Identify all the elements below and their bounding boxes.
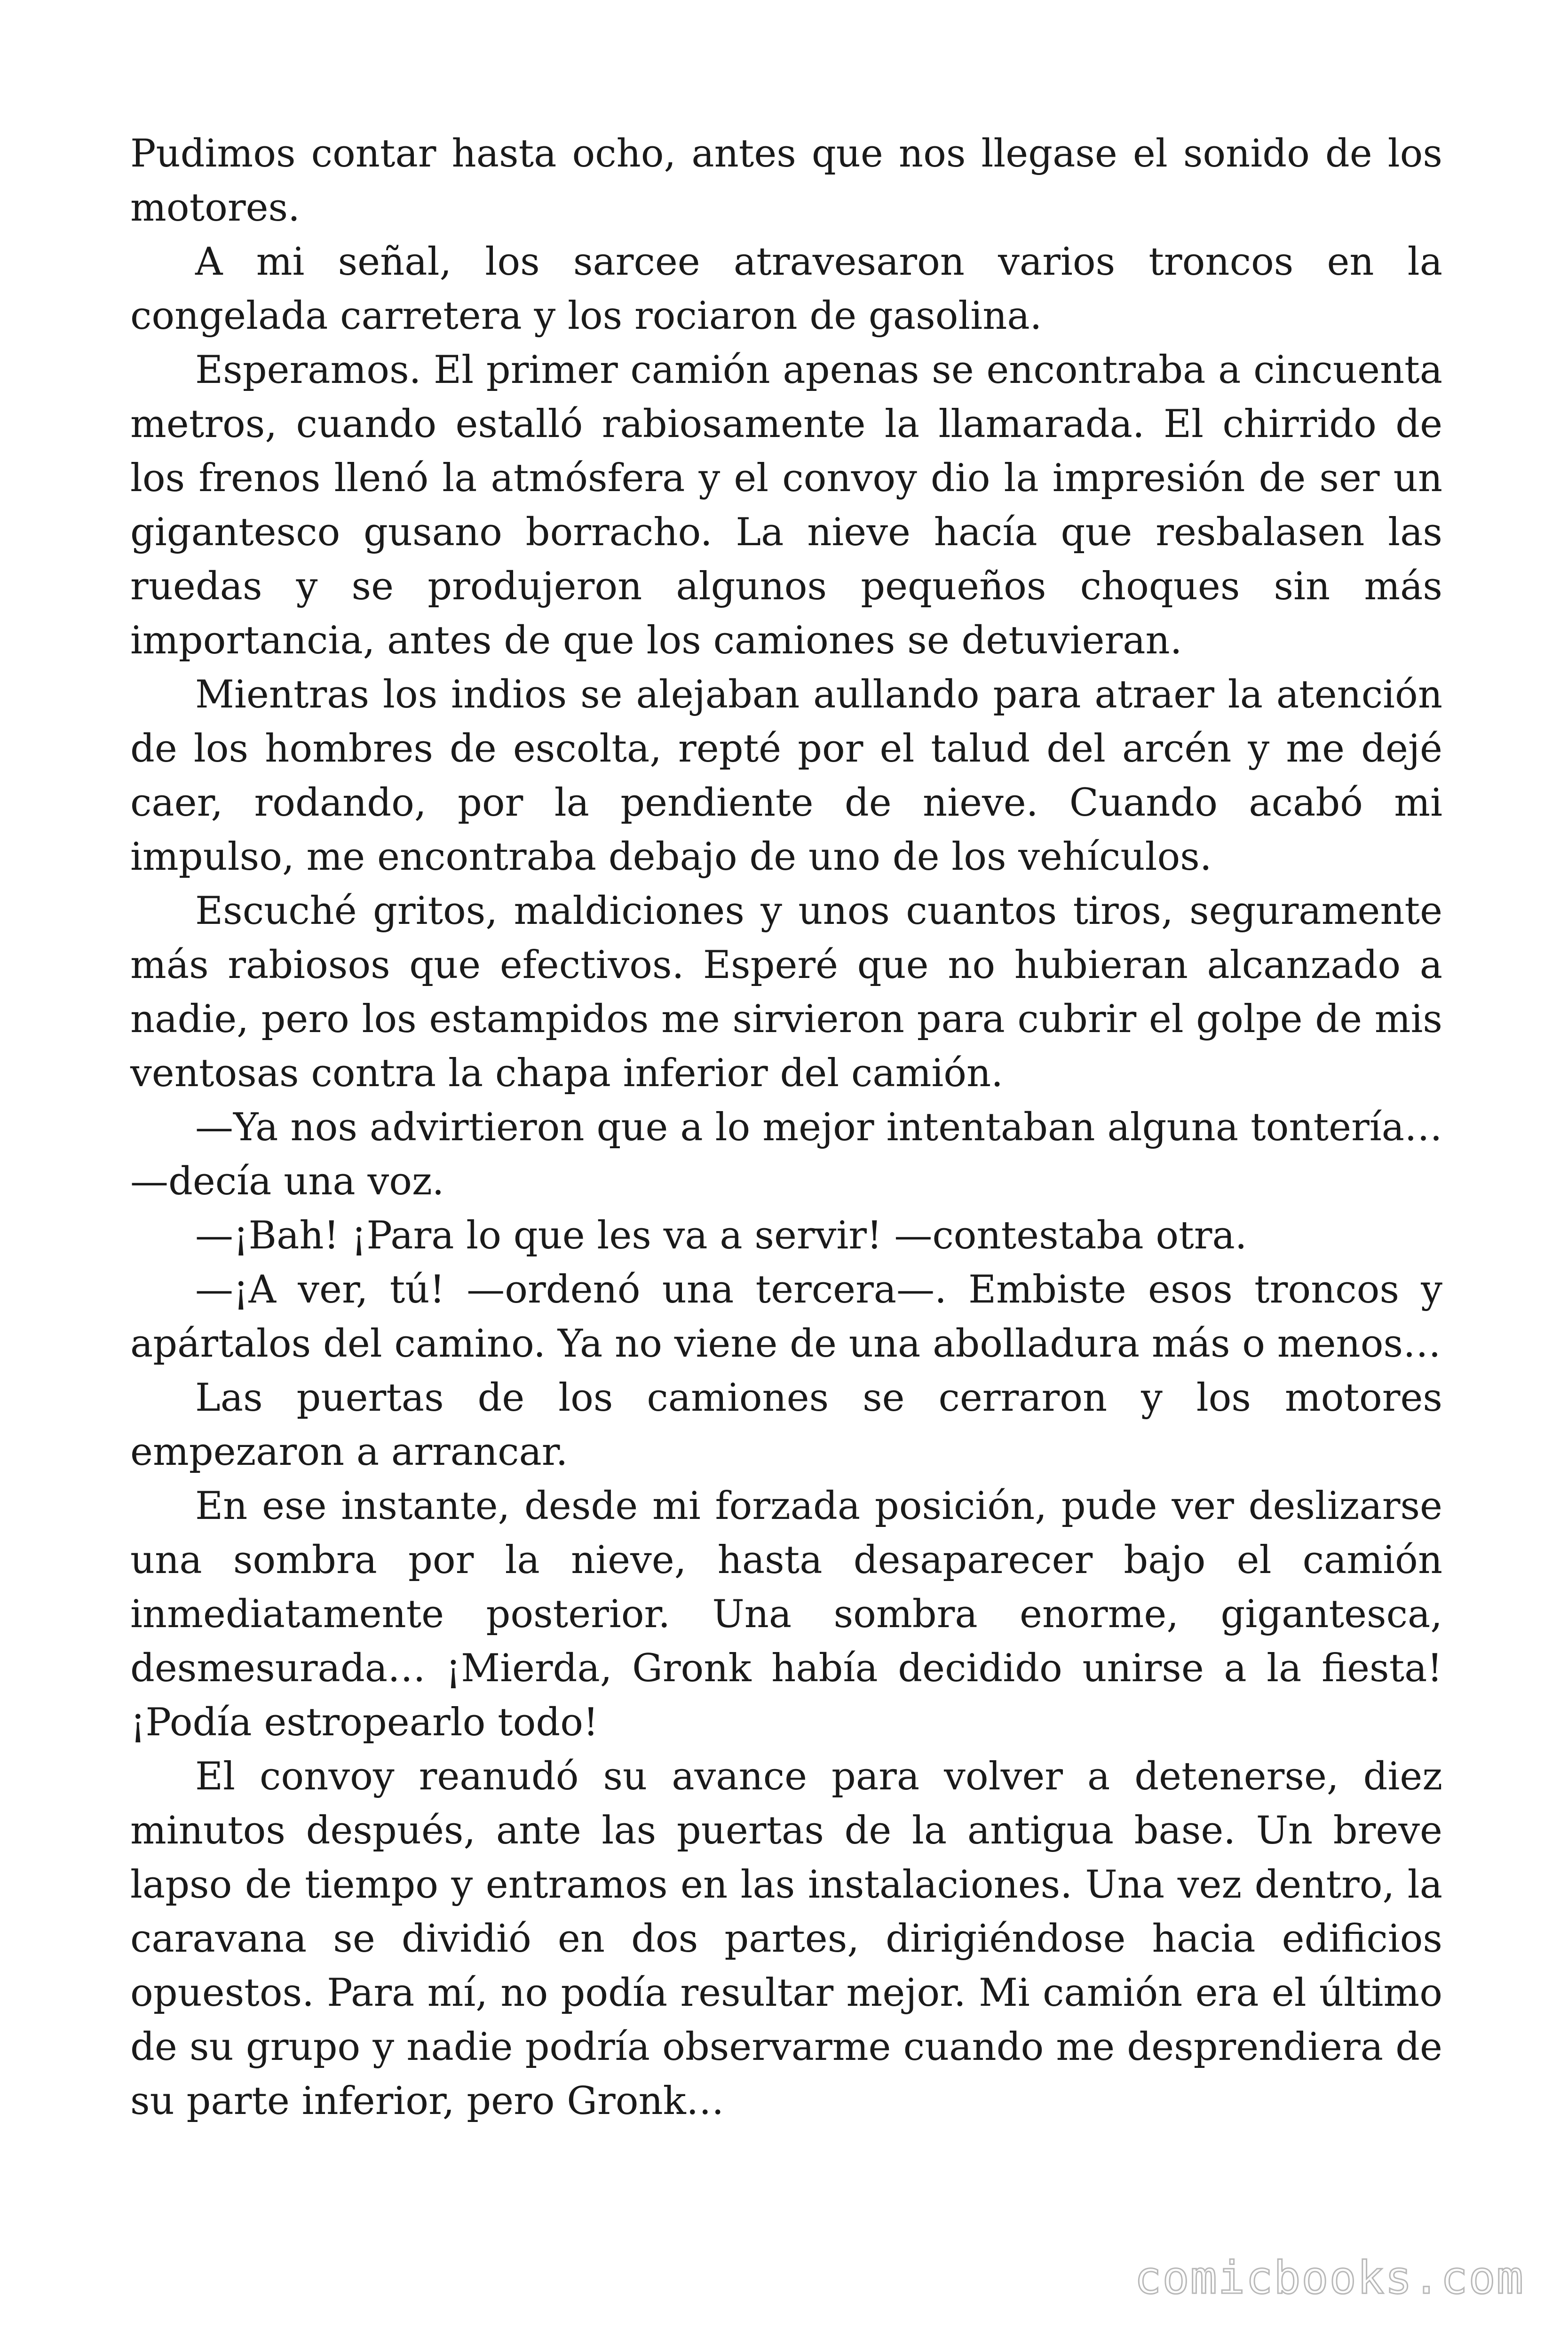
paragraph: —¡Bah! ¡Para lo que les va a servir! —contestaba otra. — [195, 1214, 1247, 1258]
paragraph: El convoy reanudó su avance para volver a detenerse, diez minutos después, ante las puertas de la antigua base. Un breve lapso de tiempo y entramos en las instalaciones. Una vez dentro, la caravana se dividió en dos partes, dirigiéndose hacia edificios opuestos. Para mí, no podía resultar mejor. Mi camión era el último de su grupo y nadie podría observarme cuando me desprendiera de su parte inferior, pero Gronk… — [130, 1755, 1442, 2123]
paragraph: Pudimos contar hasta ocho, antes que nos llegase el sonido de los motores. — [130, 132, 1442, 230]
paragraph: En ese instante, desde mi forzada posición, pude ver deslizarse una sombra por la nieve, hasta desaparecer bajo el camión inmediatamente posterior. Una sombra enorme, gigantesca, desmesurada… ¡Mierda, Gronk había decidido unirse a la fiesta! ¡Podía estropearlo todo! — [130, 1484, 1442, 1745]
paragraph: Esperamos. El primer camión apenas se encontraba a cincuenta metros, cuando estalló rabiosamente la llamarada. El chirrido de los frenos llenó la atmósfera y el convoy dio la impresión de ser un gigantesco gusano borracho. La nieve hacía que resbalasen las ruedas y se produjeron algunos pequeños choques sin más importancia, antes de que los camiones se detuvieran. — [130, 348, 1442, 663]
paragraph: —¡A ver, tú! —ordenó una tercera—. Embiste esos troncos y apártalos del camino. Ya no viene de una abolladura más o menos… — [130, 1268, 1442, 1366]
paragraph: —Ya nos advirtieron que a lo mejor intentaban alguna tontería… —decía una voz. — [130, 1105, 1442, 1204]
page-body — [130, 127, 1442, 2129]
paragraph: A mi señal, los sarcee atravesaron varios troncos en la congelada carretera y los rociaron de gasolina. — [130, 240, 1442, 338]
paragraph: Escuché gritos, maldiciones y unos cuantos tiros, seguramente más rabiosos que efectivos. Esperé que no hubieran alcanzado a nadie, pero los estampidos me sirvieron para cubrir el golpe de mis ventosas contra la chapa inferior del camión. — [130, 889, 1442, 1096]
paragraph: Las puertas de los camiones se cerraron y los motores empezaron a arrancar. — [130, 1376, 1442, 1474]
watermark: comicbooks.com — [1134, 2252, 1524, 2304]
paragraph: Mientras los indios se alejaban aullando para atraer la atención de los hombres de escolta, repté por el talud del arcén y me dejé caer, rodando, por la pendiente de nieve. Cuando acabó mi impulso, me encontraba debajo de uno de los vehículos. — [130, 673, 1442, 879]
